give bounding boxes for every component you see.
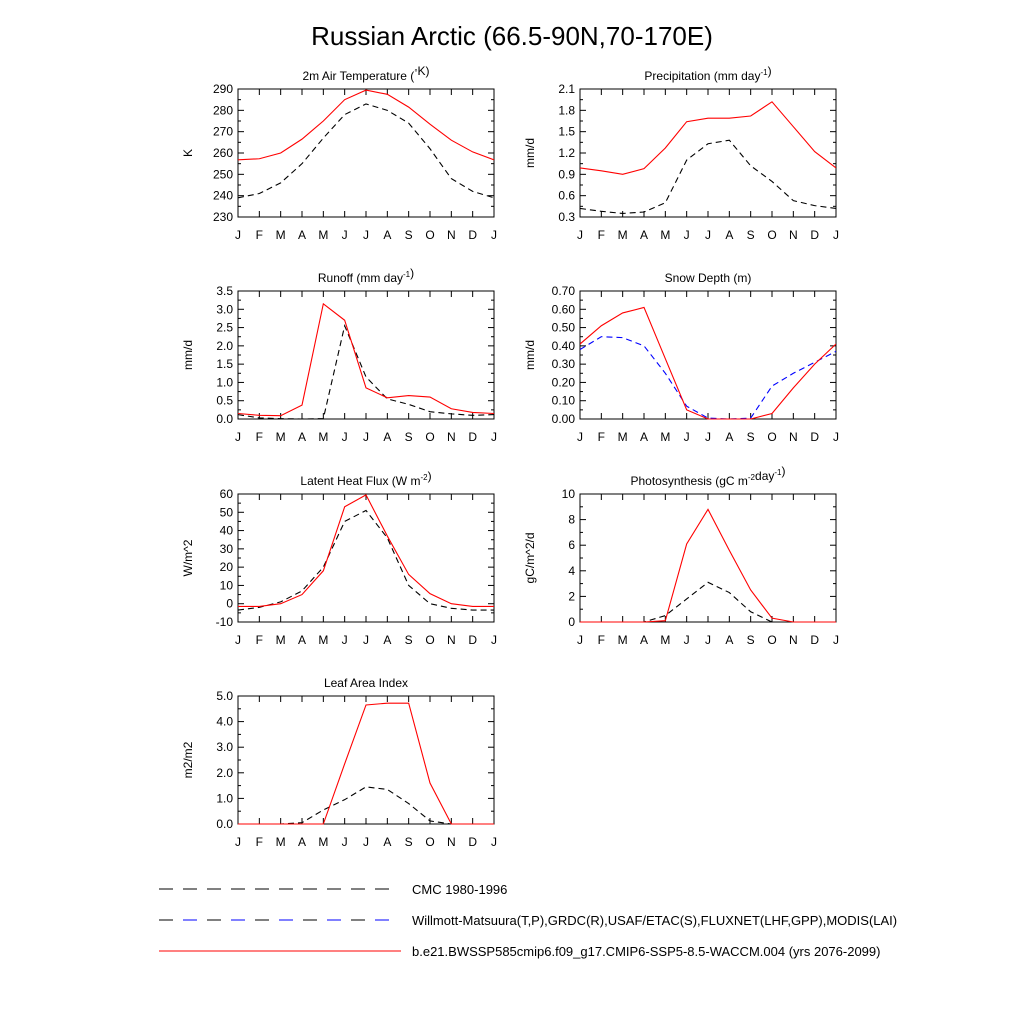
x-tick-label: M <box>275 633 286 647</box>
series-line-model <box>580 509 836 622</box>
x-tick-label: J <box>491 228 497 242</box>
y-tick-label: 8 <box>568 512 575 527</box>
series-line-model <box>238 703 494 824</box>
x-tick-label: O <box>425 430 435 444</box>
x-tick-label: J <box>363 228 369 242</box>
legend-label: CMC 1980-1996 <box>412 882 508 897</box>
y-tick-label: 10 <box>219 578 233 593</box>
y-tick-label: 2.0 <box>216 338 233 353</box>
x-tick-label: J <box>341 633 348 647</box>
x-tick-label: A <box>725 430 734 444</box>
x-tick-label: M <box>318 430 329 444</box>
y-tick-label: 0.3 <box>558 210 575 224</box>
panel-title: Runoff (mm day$^{-1}$) <box>317 266 415 285</box>
y-axis-label: mm/d <box>523 340 537 370</box>
y-tick-label: 0.6 <box>558 188 575 203</box>
x-tick-label: F <box>597 633 606 647</box>
series-line-model <box>580 307 836 419</box>
x-tick-label: J <box>683 228 690 242</box>
legend <box>159 882 897 959</box>
x-tick-label: A <box>297 228 307 242</box>
y-tick-label: 290 <box>212 82 233 96</box>
y-tick-label: 250 <box>212 167 233 182</box>
y-tick-label: 0.10 <box>551 393 575 408</box>
x-tick-label: S <box>404 228 413 242</box>
plot-frame <box>580 494 836 622</box>
y-tick-label: 0 <box>226 596 233 611</box>
x-tick-label: N <box>446 835 456 849</box>
series-group <box>238 90 494 198</box>
x-tick-label: J <box>577 228 583 242</box>
y-tick-label: 0.50 <box>551 320 575 335</box>
x-tick-label: O <box>425 835 435 849</box>
plot-frame <box>238 89 494 217</box>
x-tick-label: J <box>833 633 839 647</box>
y-tick-label: 280 <box>212 103 233 118</box>
y-tick-label: 240 <box>212 188 233 203</box>
x-tick-label: O <box>425 228 435 242</box>
x-tick-label: J <box>235 633 241 647</box>
panel-title: Photosynthesis (gC $m^{-2}day^{-1}$) <box>630 464 786 488</box>
x-tick-label: J <box>491 430 497 444</box>
x-tick-label: D <box>810 228 820 242</box>
y-tick-label: 3.0 <box>216 740 233 755</box>
plot-frame <box>238 494 494 622</box>
x-tick-label: D <box>810 633 820 647</box>
x-tick-label: D <box>468 633 478 647</box>
x-tick-label: A <box>383 633 392 647</box>
x-tick-label: N <box>788 228 798 242</box>
series-line-obs <box>580 140 836 213</box>
y-tick-label: 60 <box>219 487 233 501</box>
x-tick-label: J <box>363 633 369 647</box>
y-tick-label: 3.0 <box>216 302 233 317</box>
panel-tsa <box>181 64 497 242</box>
y-tick-label: 0.40 <box>551 338 575 353</box>
y-tick-label: 270 <box>212 124 233 139</box>
x-tick-label: O <box>425 633 435 647</box>
series-line-obs <box>238 510 494 610</box>
x-tick-label: A <box>639 430 649 444</box>
x-tick-label: M <box>318 835 329 849</box>
x-tick-label: J <box>235 228 241 242</box>
legend-item <box>159 913 897 928</box>
y-tick-label: 1.8 <box>558 103 575 118</box>
y-tick-label: 3.5 <box>216 284 233 298</box>
y-tick-label: 260 <box>212 146 233 160</box>
panels <box>181 64 839 849</box>
panel-title: 2m Air Temperature (°K) <box>302 64 430 83</box>
x-tick-label: M <box>617 228 628 242</box>
y-tick-label: 230 <box>212 210 233 224</box>
y-tick-label: 1.0 <box>216 791 233 806</box>
series-line-model <box>580 102 836 175</box>
x-tick-label: F <box>255 633 264 647</box>
y-tick-label: 0.5 <box>216 393 233 408</box>
x-tick-label: M <box>318 228 329 242</box>
x-tick-label: N <box>446 228 456 242</box>
plot-frame <box>580 291 836 419</box>
figure-title: Russian Arctic (66.5-90N,70-170E) <box>311 21 713 51</box>
panel-title: Latent Heat Flux (W $m^{-2}$) <box>300 469 432 488</box>
x-tick-label: J <box>341 430 348 444</box>
x-tick-label: J <box>363 430 369 444</box>
y-axis-label: mm/d <box>523 138 537 168</box>
y-tick-label: 1.5 <box>216 357 233 372</box>
x-tick-label: M <box>275 228 286 242</box>
legend-item <box>159 944 880 959</box>
x-tick-label: A <box>297 633 307 647</box>
x-tick-label: J <box>833 430 839 444</box>
x-tick-label: O <box>767 430 777 444</box>
y-tick-label: 4.0 <box>216 714 233 729</box>
x-tick-label: M <box>660 228 671 242</box>
y-tick-label: 4 <box>568 563 575 578</box>
x-tick-label: J <box>683 633 690 647</box>
y-axis-label: gC/m^2/d <box>523 532 537 584</box>
y-axis-label: m2/m2 <box>181 741 195 779</box>
y-tick-label: 0.70 <box>551 284 575 298</box>
series-group <box>580 102 836 214</box>
x-tick-label: N <box>788 430 798 444</box>
x-tick-label: S <box>404 835 413 849</box>
x-tick-label: J <box>833 228 839 242</box>
panel-title: Snow Depth (m) <box>664 271 752 285</box>
y-tick-label: 2.1 <box>558 82 575 96</box>
legend-item <box>159 882 507 897</box>
x-tick-label: S <box>404 633 413 647</box>
x-tick-label: J <box>577 633 583 647</box>
x-tick-label: J <box>705 430 711 444</box>
y-axis-label: W/m^2 <box>181 539 195 577</box>
panel-prect <box>523 64 839 242</box>
x-tick-label: A <box>725 633 734 647</box>
x-tick-label: J <box>683 430 690 444</box>
x-tick-label: S <box>746 228 755 242</box>
y-tick-label: 10 <box>561 487 575 501</box>
y-tick-label: 0.0 <box>216 412 233 426</box>
x-tick-label: M <box>617 633 628 647</box>
y-tick-label: 2.0 <box>216 765 233 780</box>
series-line-model <box>238 495 494 607</box>
x-tick-label: M <box>660 633 671 647</box>
y-tick-label: 5.0 <box>216 689 233 703</box>
plot-frame <box>238 291 494 419</box>
x-tick-label: O <box>767 633 777 647</box>
x-tick-label: J <box>235 835 241 849</box>
x-tick-label: A <box>383 835 392 849</box>
y-tick-label: 20 <box>219 560 233 575</box>
series-line-model <box>238 90 494 160</box>
series-group <box>580 509 836 622</box>
panel-gpp <box>523 464 839 647</box>
x-tick-label: A <box>639 633 649 647</box>
panel-snowdp <box>523 271 839 444</box>
x-tick-label: F <box>255 835 264 849</box>
series-group <box>238 304 494 419</box>
y-tick-label: 2.5 <box>216 320 233 335</box>
x-tick-label: J <box>235 430 241 444</box>
series-line-cmc <box>580 337 836 419</box>
x-tick-label: F <box>597 430 606 444</box>
y-tick-label: 0.60 <box>551 302 575 317</box>
x-tick-label: J <box>341 835 348 849</box>
x-tick-label: M <box>275 835 286 849</box>
y-tick-label: 1.2 <box>558 146 575 160</box>
y-tick-label: 0.0 <box>216 817 233 831</box>
y-tick-label: 0.00 <box>551 412 575 426</box>
x-tick-label: O <box>767 228 777 242</box>
y-axis-label: K <box>181 148 195 158</box>
x-tick-label: N <box>788 633 798 647</box>
x-tick-label: J <box>341 228 348 242</box>
x-tick-label: M <box>617 430 628 444</box>
y-tick-label: 1.0 <box>216 375 233 390</box>
y-tick-label: 50 <box>219 505 233 520</box>
x-tick-label: A <box>297 430 307 444</box>
plot-frame <box>238 696 494 824</box>
y-tick-label: 0.30 <box>551 357 575 372</box>
panel-lai <box>181 676 497 849</box>
y-tick-label: 30 <box>219 541 233 556</box>
series-line-obs <box>238 104 494 198</box>
x-tick-label: A <box>383 430 392 444</box>
x-tick-label: J <box>705 633 711 647</box>
y-tick-label: 1.5 <box>558 124 575 139</box>
legend-label: b.e21.BWSSP585cmip6.f09_g17.CMIP6-SSP5-8.5-WACCM.004 (yrs 2076-2099) <box>412 944 881 959</box>
x-tick-label: S <box>746 633 755 647</box>
y-tick-label: 2 <box>568 589 575 604</box>
series-group <box>238 703 494 824</box>
x-tick-label: M <box>318 633 329 647</box>
x-tick-label: A <box>639 228 649 242</box>
x-tick-label: A <box>297 835 307 849</box>
x-tick-label: A <box>725 228 734 242</box>
x-tick-label: D <box>468 430 478 444</box>
x-tick-label: M <box>660 430 671 444</box>
x-tick-label: A <box>383 228 392 242</box>
panel-lhf <box>181 469 497 647</box>
y-tick-label: 0.9 <box>558 167 575 182</box>
x-tick-label: J <box>363 835 369 849</box>
series-line-obs <box>238 326 494 419</box>
x-tick-label: F <box>597 228 606 242</box>
x-tick-label: J <box>491 835 497 849</box>
x-tick-label: F <box>255 228 264 242</box>
x-tick-label: D <box>810 430 820 444</box>
x-tick-label: D <box>468 228 478 242</box>
panel-runoff <box>181 266 497 444</box>
y-tick-label: 0.20 <box>551 375 575 390</box>
x-tick-label: M <box>275 430 286 444</box>
legend-label: Willmott-Matsuura(T,P),GRDC(R),USAF/ETAC(S),FLUXNET(LHF,GPP),MODIS(LAI) <box>412 913 898 928</box>
y-tick-label: 6 <box>568 538 575 553</box>
panel-title: Leaf Area Index <box>323 676 409 690</box>
x-tick-label: D <box>468 835 478 849</box>
y-axis-label: mm/d <box>181 340 195 370</box>
x-tick-label: N <box>446 633 456 647</box>
plot-frame <box>580 89 836 217</box>
series-group <box>580 307 836 419</box>
x-tick-label: F <box>255 430 264 444</box>
x-tick-label: S <box>404 430 413 444</box>
x-tick-label: S <box>746 430 755 444</box>
x-tick-label: J <box>705 228 711 242</box>
series-group <box>238 495 494 610</box>
x-tick-label: J <box>577 430 583 444</box>
series-line-model <box>238 304 494 416</box>
panel-title: Precipitation (mm day$^{-1}$) <box>644 64 772 83</box>
y-tick-label: 40 <box>219 523 233 538</box>
y-tick-label: -10 <box>215 615 233 629</box>
x-tick-label: J <box>491 633 497 647</box>
y-tick-label: 0 <box>568 615 575 629</box>
x-tick-label: N <box>446 430 456 444</box>
